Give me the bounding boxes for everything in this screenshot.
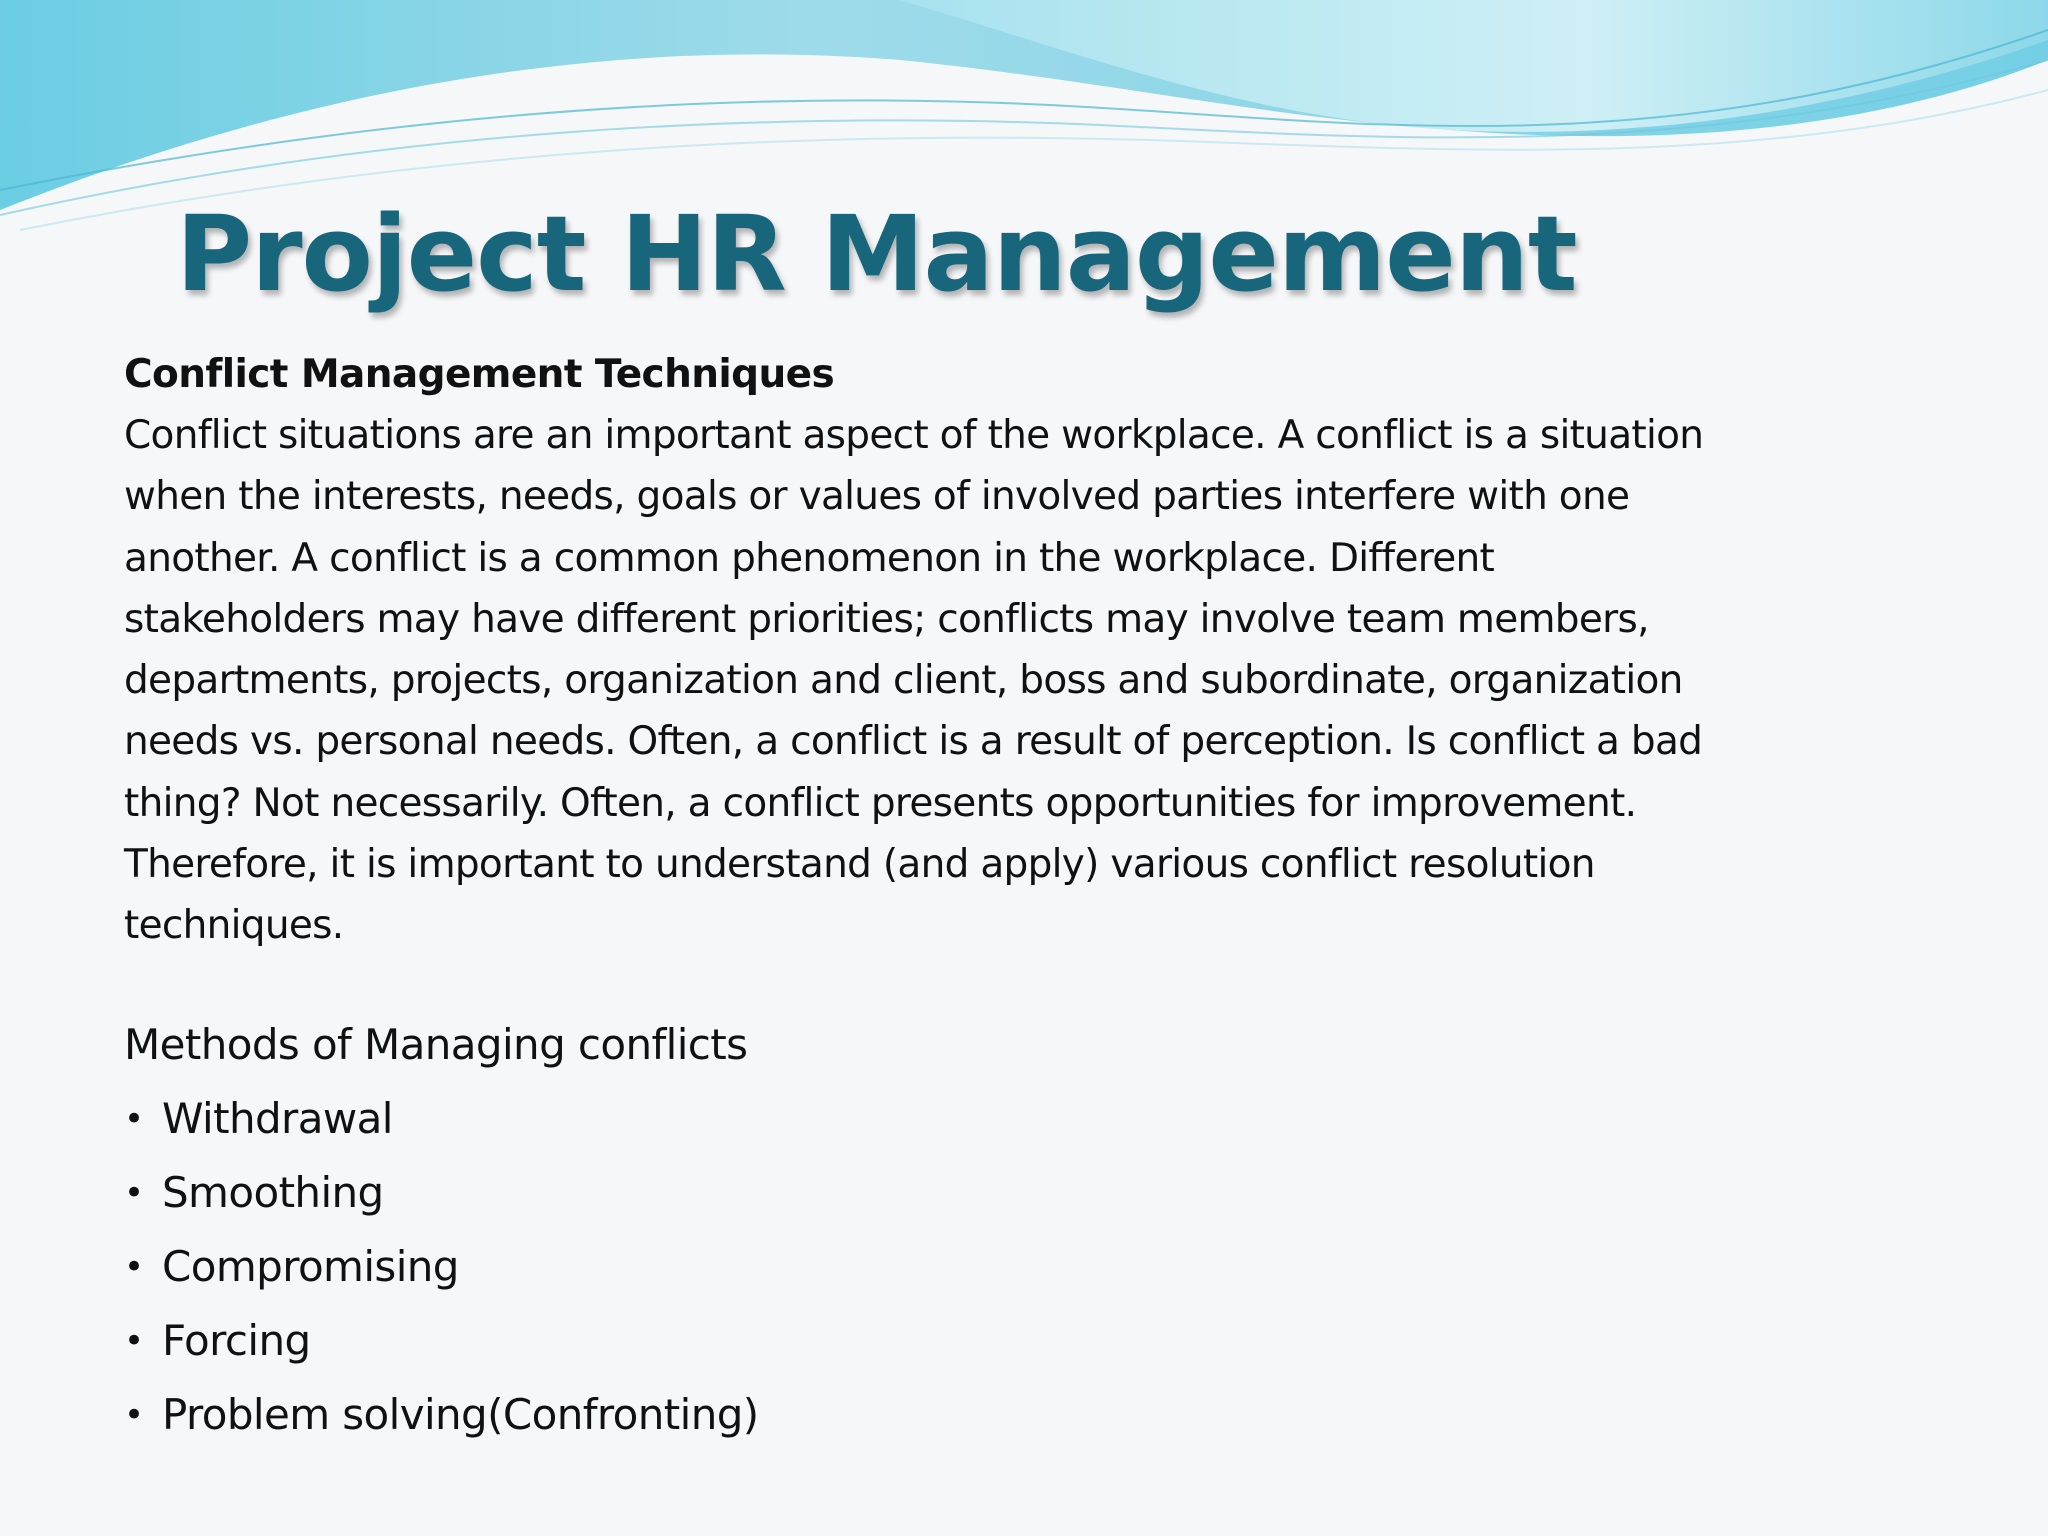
bullet-icon: • — [124, 1098, 144, 1139]
conflict-description-paragraph — [124, 405, 1884, 957]
paragraph-line: needs vs. personal needs. Often, a conflict is a result of perception. Is conflict a bad — [124, 719, 1703, 765]
paragraph-line: stakeholders may have different priorities; conflicts may involve team members, — [124, 596, 1649, 642]
paragraph-line: when the interests, needs, goals or values of involved parties interfere with one — [124, 474, 1630, 520]
paragraph-line: departments, projects, organization and client, boss and subordinate, organization — [124, 658, 1683, 704]
method-label: Problem solving(Confronting) — [162, 1389, 759, 1439]
method-item-smoothing — [124, 1163, 1884, 1237]
paragraph-line: techniques. — [124, 903, 344, 949]
bullet-icon: • — [124, 1394, 144, 1435]
method-label: Smoothing — [162, 1167, 384, 1217]
slide-title: Project HR Management — [176, 193, 1577, 315]
bullet-icon: • — [124, 1246, 144, 1287]
method-label: Forcing — [162, 1315, 311, 1365]
paragraph-line: thing? Not necessarily. Often, a conflict presents opportunities for improvement. — [124, 780, 1637, 826]
paragraph-line: Conflict situations are an important aspect of the workplace. A conflict is a situation — [124, 413, 1704, 458]
slide-body — [124, 344, 1884, 1459]
methods-list — [124, 1089, 1884, 1459]
bullet-icon: • — [124, 1320, 144, 1361]
paragraph-line: Therefore, it is important to understand (and apply) various conflict resolution — [124, 842, 1595, 888]
method-label: Compromising — [162, 1241, 459, 1291]
method-item-compromising — [124, 1237, 1884, 1311]
section-heading: Conflict Management Techniques — [124, 352, 835, 397]
method-item-forcing — [124, 1311, 1884, 1385]
paragraph-line: another. A conflict is a common phenomenon in the workplace. Different — [124, 535, 1495, 581]
methods-title: Methods of Managing conflicts — [124, 1019, 748, 1069]
method-item-problem-solving — [124, 1385, 1884, 1459]
method-label: Withdrawal — [162, 1093, 393, 1143]
bullet-icon: • — [124, 1172, 144, 1213]
method-item-withdrawal — [124, 1089, 1884, 1163]
